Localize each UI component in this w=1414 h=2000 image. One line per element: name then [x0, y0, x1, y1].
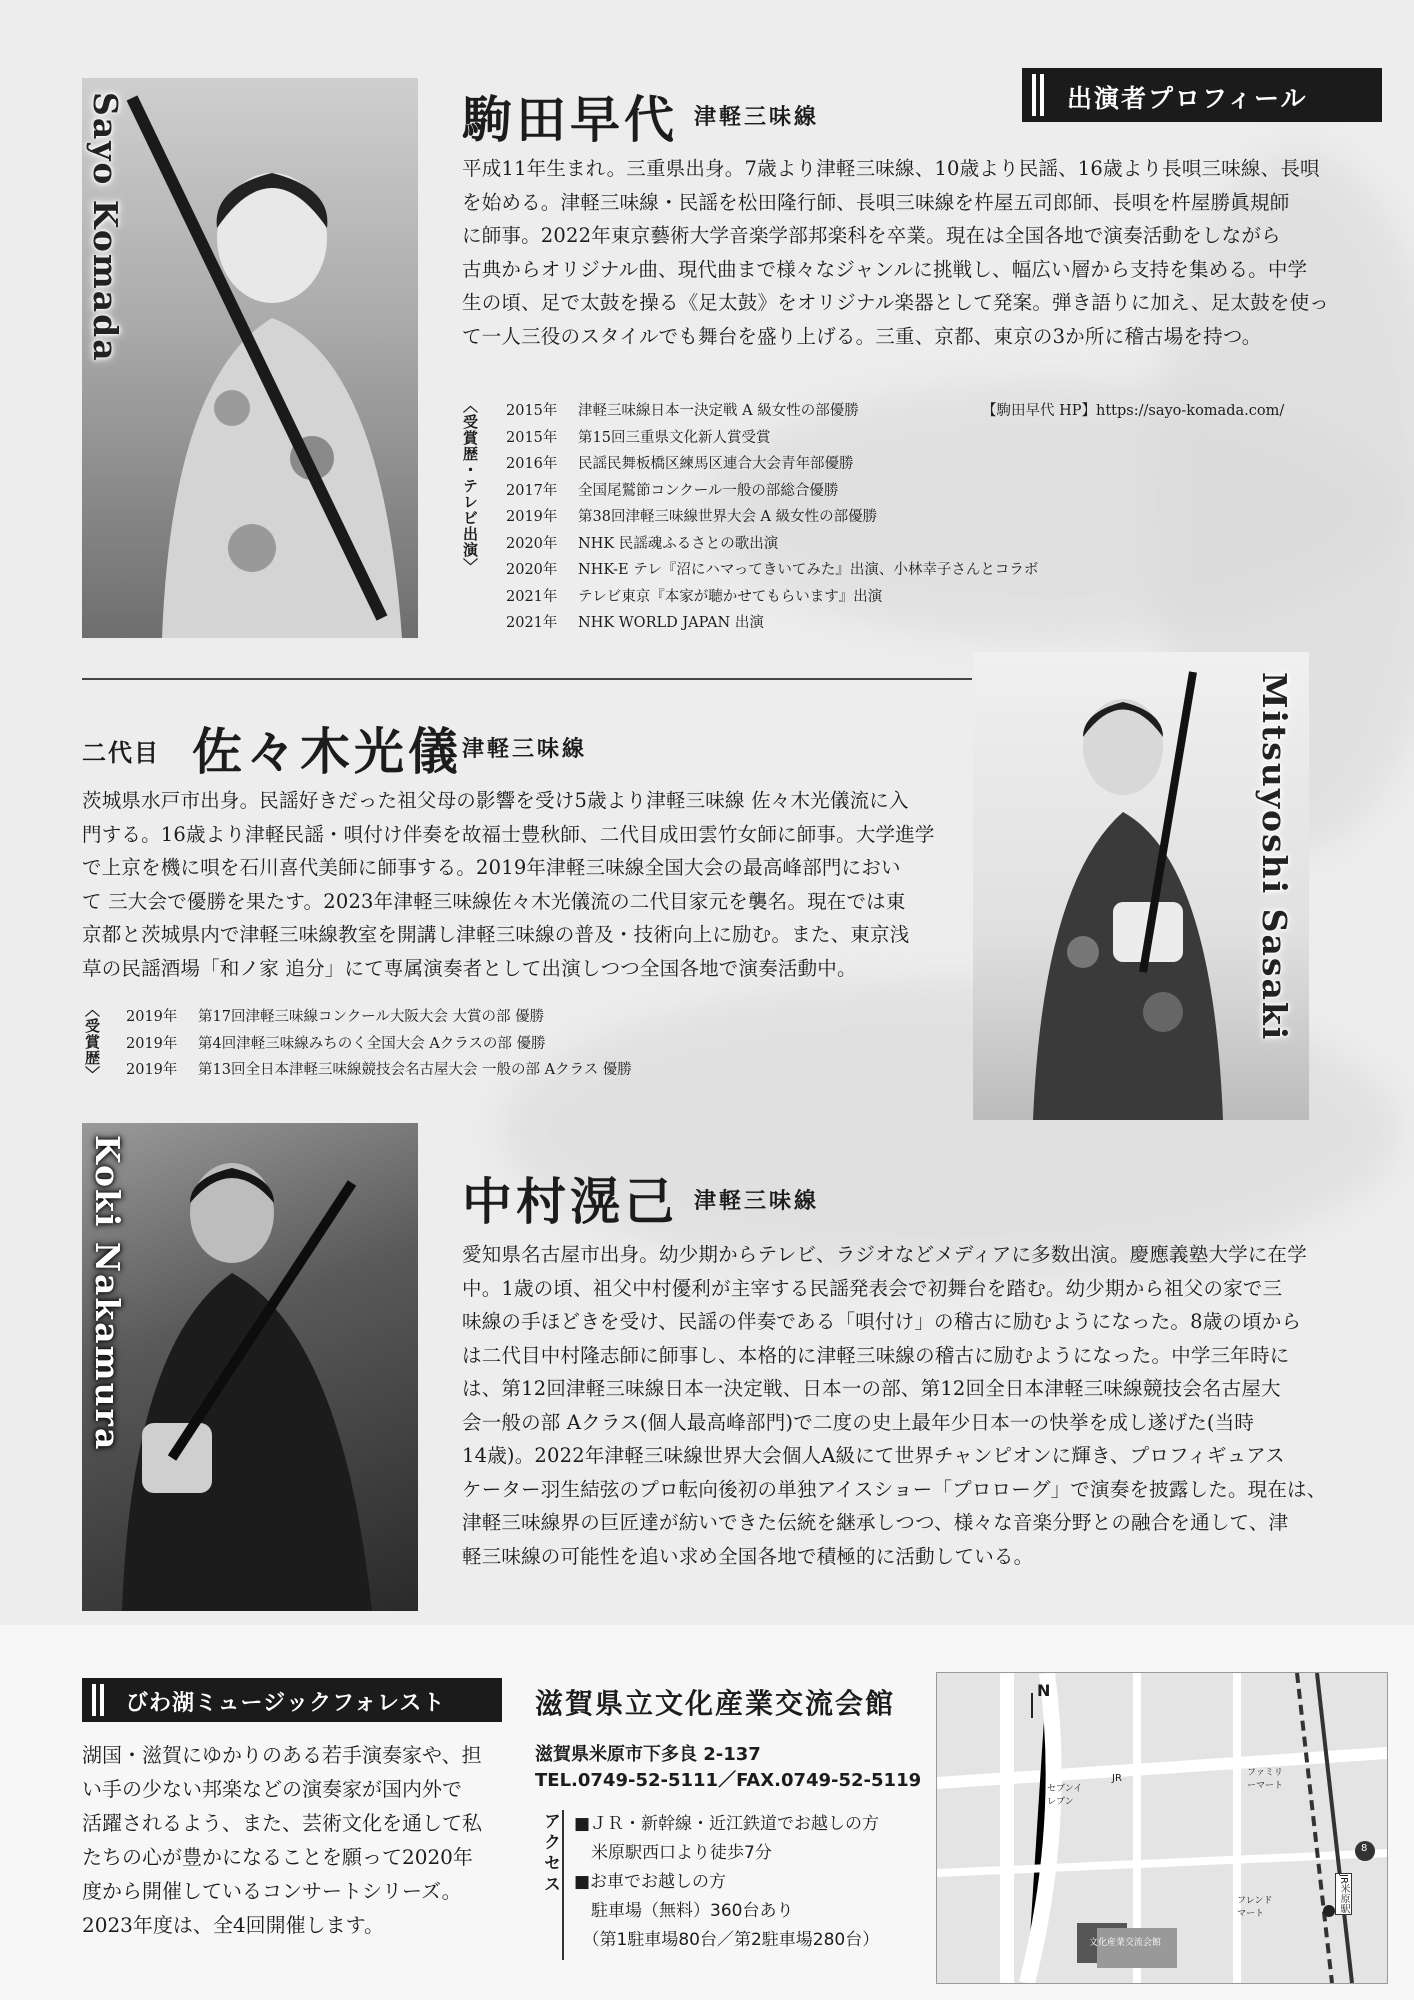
- bio-line: は二代目中村隆志師に師事し、本格的に津軽三味線の稽古に励むようになった。中学三年時に: [462, 1343, 1290, 1367]
- access-label: アクセス: [540, 1812, 560, 1896]
- award-item: 2016年 民謡民舞板橋区練馬区連合大会青年部優勝: [506, 456, 854, 472]
- series-header: [82, 1678, 502, 1722]
- nakamura-illustration: [82, 1123, 418, 1611]
- nakamura-name: 中村滉己: [462, 1172, 678, 1231]
- series-line: たちの心が豊かになることを願って2020年: [82, 1845, 473, 1869]
- map-familymart-label: ファミリーマート: [1247, 1768, 1284, 1791]
- award-item: 2021年 テレビ東京『本家が聴かせてもらいます』出演: [506, 588, 883, 605]
- header-bars: [1032, 74, 1044, 116]
- sasaki-awards: [126, 1004, 746, 1084]
- award-item: 2019年 第38回津軽三味線世界大会 A 級女性の部優勝: [506, 509, 878, 525]
- award-item: 2015年 第15回三重県文化新人賞受賞: [506, 429, 771, 446]
- series-line: 活躍されるよう、また、芸術文化を通して私: [82, 1811, 482, 1835]
- award-item: 2020年 NHK 民謡魂ふるさとの歌出演: [506, 535, 779, 552]
- map-route-label: 8: [1361, 1843, 1368, 1854]
- series-line: 2023年度は、全4回開催します。: [82, 1913, 385, 1937]
- access-line: ■ＪＲ・新幹線・近江鉄道でお越しの方: [574, 1814, 880, 1834]
- bio-line: て 三大会で優勝を果たす。2023年津軽三味線佐々木光儀流の二代目家元を襲名。現在では東: [82, 889, 906, 913]
- komada-awards-label: 〈受賞歴・テレビ出演〉: [461, 398, 479, 574]
- award-item: 2020年 NHK-E テレ『沼にハマってきいてみた』出演、小林幸子さんとコラボ: [506, 562, 1039, 578]
- bio-line: 会一般の部 Aクラス(個人最高峰部門)で二度の史上最年少日本一の快挙を成し遂げた(当時: [462, 1410, 1255, 1434]
- bio-line: 平成11年生まれ。三重県出身。7歳より津軽三味線、10歳より民謡、16歳より長唄三味線、長唄: [462, 157, 1320, 180]
- komada-bio: [462, 152, 1342, 353]
- award-item: 2021年 NHK WORLD JAPAN 出演: [506, 615, 764, 631]
- series-line: 湖国・滋賀にゆかりのある若手演奏家や、担: [82, 1743, 482, 1767]
- nakamura-bio: [462, 1238, 1342, 1573]
- bio-line: ケーター羽生結弦のプロ転向後初の単独アイスショー「プロローグ」で演奏を披露した。現在は、: [462, 1477, 1327, 1501]
- map-friendmart-label: フレンドマート: [1237, 1896, 1273, 1919]
- bio-line: 軽三味線の可能性を追い求め全国各地で積極的に活動している。: [462, 1544, 1034, 1568]
- access-divider: [562, 1810, 564, 1960]
- komada-hp-link[interactable]: 【駒田早代 HP】https://sayo-komada.com/: [982, 403, 1285, 419]
- series-line: 度から開催しているコンサートシリーズ。: [82, 1879, 462, 1903]
- access-line: 駐車場（無料）360台あり: [574, 1901, 794, 1921]
- bio-line: で上京を機に唄を石川喜代美師に師事する。2019年津軽三味線全国大会の最高峰部門におい: [82, 856, 901, 879]
- section-header: [1022, 68, 1382, 122]
- series-description: [82, 1738, 482, 1942]
- award-item: 2019年 第4回津軽三味線みちのく全国大会 Aクラスの部 優勝: [126, 1035, 546, 1052]
- sasaki-romaji: Mitsuyoshi Sasaki: [1255, 672, 1294, 1042]
- bio-line: 京都と茨城県内で津軽三味線教室を開講し津軽三味線の普及・技術向上に励む。また、東京浅: [82, 923, 910, 946]
- komada-name: 駒田早代: [462, 90, 678, 149]
- bio-line: 草の民謡酒場「和ノ家 追分」にて専属演奏者として出演しつつ全国各地で演奏活動中。: [82, 956, 857, 980]
- series-line: い手の少ない邦楽などの演奏家が国内外で: [82, 1777, 462, 1801]
- sasaki-name: 佐々木光儀: [192, 722, 462, 781]
- bio-line: 愛知県名古屋市出身。幼少期からテレビ、ラジオなどメディアに多数出演。慶應義塾大学に在学: [462, 1243, 1307, 1266]
- komada-awards: [506, 398, 1106, 637]
- award-item: 2019年 第17回津軽三味線コンクール大阪大会 大賞の部 優勝: [126, 1009, 545, 1025]
- award-item: 2019年 第13回全日本津軽三味線競技会名古屋大会 一般の部 Aクラス 優勝: [126, 1062, 632, 1078]
- access-info: [574, 1810, 879, 1955]
- venue-name: 滋賀県立文化産業交流会館: [535, 1687, 896, 1720]
- section-header-title: 出演者プロフィール: [1067, 84, 1308, 113]
- series-title: びわ湖ミュージックフォレスト: [126, 1690, 446, 1716]
- sasaki-photo: [973, 652, 1309, 1120]
- map-venue-label: 文化産業交流会館: [1089, 1938, 1162, 1948]
- award-item: 2015年 津軽三味線日本一決定戦 A 級女性の部優勝: [506, 403, 859, 419]
- bio-line: 茨城県水戸市出身。民謡好きだった祖父母の影響を受け5歳より津軽三味線 佐々木光儀流に入: [82, 789, 909, 812]
- access-line: ■お車でお越しの方: [574, 1872, 727, 1892]
- map-north: N: [1037, 1681, 1051, 1700]
- bio-line: 津軽三味線界の巨匠達が紡いできた伝統を継承しつつ、様々な音楽分野との融合を通して、津: [462, 1511, 1289, 1534]
- bio-line: を始める。津軽三味線・民謡を松田隆行師、長唄三味線を杵屋五司郎師、長唄を杵屋勝眞規師: [462, 190, 1290, 214]
- bio-line: 生の頃、足で太鼓を操る《足太鼓》をオリジナル楽器として発案。弾き語りに加え、足太鼓を使っ: [462, 291, 1329, 314]
- map-roads: [937, 1673, 1387, 1983]
- nakamura-instrument: 津軽三味線: [694, 1188, 820, 1214]
- bio-line: 門する。16歳より津軽民謡・唄付け伴奏を故福士豊秋師、二代目成田雲竹女師に師事。大学進学: [82, 822, 935, 846]
- bio-line: 味線の手ほどきを受け、民謡の伴奏である「唄付け」の稽古に励むようになった。8歳の頃から: [462, 1310, 1302, 1333]
- venue-tel: TEL.0749-52-5111／FAX.0749-52-5119: [535, 1770, 922, 1791]
- nakamura-photo: [82, 1123, 418, 1611]
- bio-line: に師事。2022年東京藝術大学音楽学部邦楽科を卒業。現在は全国各地で演奏活動をしながら: [462, 224, 1281, 247]
- map-jr-label: JR: [1112, 1773, 1122, 1784]
- bio-line: 中。1歳の頃、祖父中村優利が主宰する民謡発表会で初舞台を踏む。幼少期から祖父の家で三: [462, 1276, 1283, 1300]
- header-bars: [92, 1684, 104, 1716]
- bio-line: て一人三役のスタイルでも舞台を盛り上げる。三重、京都、東京の3か所に稽古場を持つ。: [462, 324, 1262, 348]
- map-station-label: JR米原駅: [1335, 1873, 1352, 1915]
- access-map: [936, 1672, 1388, 1984]
- komada-photo: [82, 78, 418, 638]
- bio-line: 古典からオリジナル曲、現代曲まで様々なジャンルに挑戦し、幅広い層から支持を集める。中学: [462, 257, 1308, 281]
- komada-instrument: 津軽三味線: [694, 104, 820, 130]
- divider: [82, 678, 972, 680]
- komada-illustration: [82, 78, 418, 638]
- access-line: （第1駐車場80台／第2駐車場280台）: [574, 1930, 880, 1950]
- sasaki-bio: [82, 784, 962, 985]
- venue-address: 滋賀県米原市下多良 2-137: [535, 1744, 761, 1765]
- access-line: 米原駅西口より徒歩7分: [574, 1843, 772, 1863]
- komada-romaji: Sayo Komada: [86, 92, 125, 363]
- bio-line: 14歳)。2022年津軽三味線世界大会個人A級にて世界チャンピオンに輝き、プロフィギュアス: [462, 1444, 1285, 1467]
- sasaki-instrument: 津軽三味線: [462, 736, 588, 762]
- sasaki-prefix: 二代目: [82, 738, 160, 767]
- award-item: 2017年 全国尾鷲節コンクール一般の部総合優勝: [506, 482, 839, 499]
- map-seven-label: セブンイレブン: [1047, 1784, 1083, 1807]
- bio-line: は、第12回津軽三味線日本一決定戦、日本一の部、第12回全日本津軽三味線競技会名古屋大: [462, 1377, 1281, 1400]
- sasaki-awards-label: 〈受賞歴〉: [83, 1002, 101, 1082]
- nakamura-romaji: Koki Nakamura: [88, 1135, 127, 1452]
